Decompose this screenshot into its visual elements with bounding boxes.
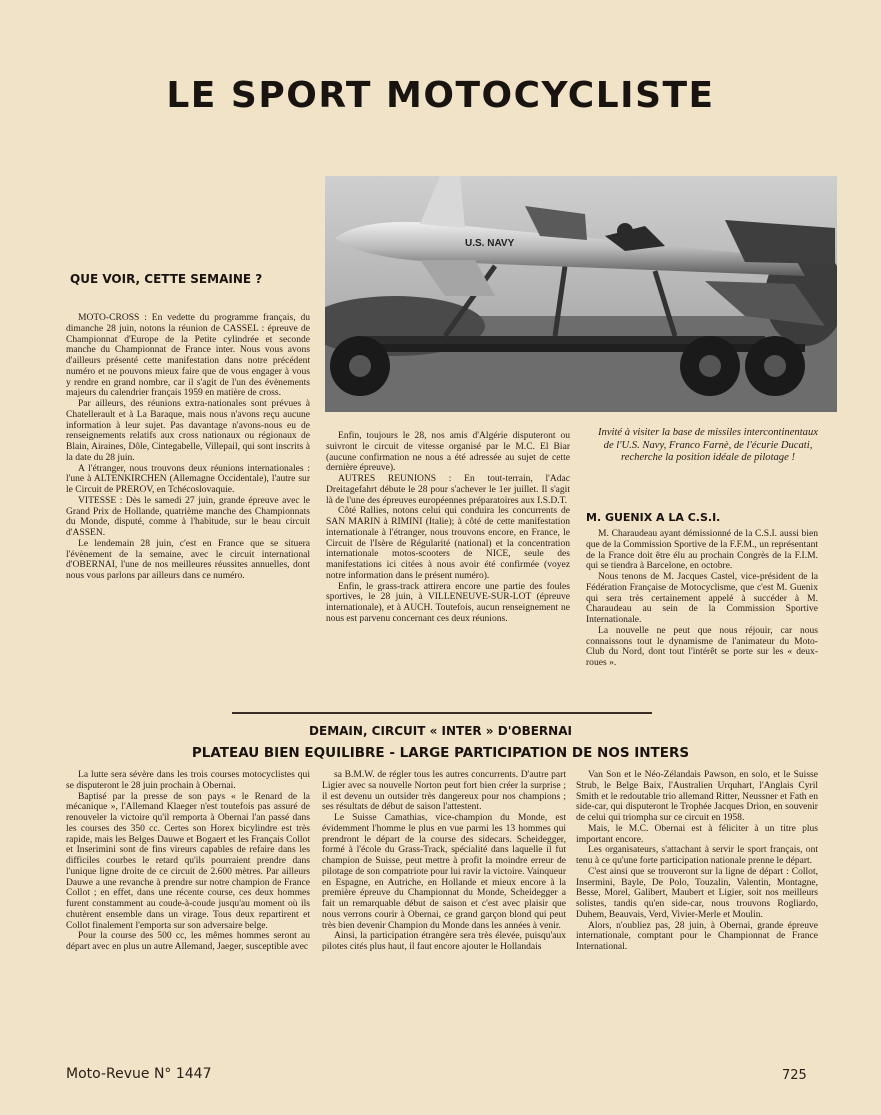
paragraph: Enfin, le grass-track attirera encore une partie des foules sportives, le 28 juin, à VILLENEUVE-SUR-LOT (épreuve internationale), et à AUCH. Toutefois, aucun renseignement ne nous est parvenu concernant ces deux réunions. xyxy=(326,580,570,624)
paragraph: Le Suisse Camathias, vice-champion du Monde, est évidemment l'homme le plus en vue parmi les 13 hommes qui prendront le départ de la course des sidecars. Scheidegger, formé à l'école du Grass-Track, spécialité dans laquelle il fut champion de Suisse, peut mettre à profit la moindre erreur de pilotage de son compatriote pour lui ravir la victoire. Vainqueur en Espagne, en Autriche, en Hollande et mieux encore à la première épreuve du Championnat du Monde, Scheidegger a fait un remarquable début de saison et c'est avec plaisir que nous verrons courir à Obernai, ce grand garçon blond qui peut très bien devenir Champion du Monde dans les années à venir. xyxy=(322,812,566,931)
paragraph: Les organisateurs, s'attachant à servir le sport français, ont tenu à ce qu'une forte participation nationale prenne le départ. xyxy=(576,844,818,866)
paragraph: Par ailleurs, des réunions extra-nationales sont prévues à Chatellerault et à La Baraque, mais nous n'avons reçu aucune information à leur sujet. Pas davantage n'avons-nous eu de renseignements relatifs aux cross nationaux ou régionaux de Blain, Airaines, Dôle, Cintegabelle, Villepail, qui sont inscrits à la date du 28 juin. xyxy=(66,398,310,463)
photo-caption: Invité à visiter la base de missiles intercontinentaux de l'U.S. Navy, Franco Farnè, de l'écurie Ducati, recherche la position idéale de pilotage ! xyxy=(598,427,818,464)
paragraph: Mais, le M.C. Obernai est à féliciter à un titre plus important encore. xyxy=(576,822,818,845)
paragraph: AUTRES REUNIONS : En tout-terrain, l'Adac Dreitagefahrt débute le 28 pour s'achever le 1er juillet. Il s'agit là de l'une des épreuves européennes préparatoires aux I.S.D.T. xyxy=(326,473,570,506)
paragraph: sa B.M.W. de régler tous les autres concurrents. D'autre part Ligier avec sa nouvelle Norton peut fort bien créer la surprise ; il est devenu un outsider très dangereux pour nos champions ; ses résultats de début de saison l'attestent. xyxy=(322,769,566,813)
paragraph: Ainsi, la participation étrangère sera très élevée, puisqu'aux pilotes cités plus haut, il faut encore ajouter le Hollandais xyxy=(322,930,566,952)
paragraph: Pour la course des 500 cc, les mêmes hommes seront au départ avec en plus un autre Allemand, Jaeger, susceptible avec xyxy=(66,930,310,952)
section2-body xyxy=(586,529,818,669)
paragraph: Baptisé par la presse de son pays « le Renard de la mécanique », l'Allemand Klaeger n'est toutefois pas assuré de renouveler la victoire qu'il remporta à Obernai l'an passé dans les courses des 350 cc. Certes son Horex bicylindre est très rapide, mais les Belges Dauwe et Bogaert et les Français Collot et Inserimini sont de fins vireurs capables de refaire dans les difficiles courbes le retard qu'ils pourraient prendre dans l'unique ligne droite de ce circuit de 2.600 mètres. Par ailleurs Dauwe a une revanche à prendre sur notre champion de France Collot ; en effet, dans une récente course, ces deux hommes furent constamment au coude-à-coude jusqu'au moment où ils chutèrent ensemble dans un virage. Tous deux repartirent et Collot finalement l'emporta sur son adversaire belge. xyxy=(66,790,310,931)
article-title: DEMAIN, CIRCUIT « INTER » D'OBERNAI xyxy=(309,724,572,738)
article-column-3 xyxy=(576,770,818,953)
page-title: LE SPORT MOTOCYCLISTE xyxy=(166,75,715,116)
divider-rule xyxy=(232,712,652,714)
paragraph: C'est ainsi que se trouveront sur la ligne de départ : Collot, Insermini, Bayle, De Polo, Touzalin, Valentin, Montagne, Besse, Morel, Galibert, Maubert et Ligier, soit nos meilleurs solistes, tandis qu'en side-car, nous trouvons Rogliardo, Duhem, Beauvais, Verd, Vivier-Merle et Moulin. xyxy=(576,865,818,920)
article-column-2 xyxy=(322,770,566,953)
paragraph: Van Son et le Néo-Zélandais Pawson, en solo, et le Suisse Strub, le Belge Baix, l'Australien Urquhart, l'Anglais Cyril Smith et le redoutable trio allemand Ritter, Neussner et Fath en side-car, qui disputeront le Trophée Jacques Drion, en souvenir de celui qui triompha sur ce circuit en 1958. xyxy=(576,769,818,823)
photo-illustration xyxy=(325,176,837,412)
paragraph: Côté Rallies, notons celui qui conduira les concurrents de SAN MARIN à RIMINI (Italie); à côté de cette manifestation internationale à l'étranger, nous trouvons encore, en France, le Circuit de l'Isère de Régularité (national) et la concentration internationale motos-scooters de NICE, seule des manifestations ici citées à nous avoir été confirmée (voyez notre information dans le présent numéro). xyxy=(326,505,570,581)
paragraph: La nouvelle ne peut que nous réjouir, car nous connaissons tout le dynamisme de l'animateur du Moto-Club du Nord, dont tout l'intérêt se porte sur les « deux-roues ». xyxy=(586,624,818,668)
section-title-que-voir: QUE VOIR, CETTE SEMAINE ? xyxy=(70,272,263,286)
photo-missile xyxy=(325,176,837,412)
paragraph: Nous tenons de M. Jacques Castel, vice-président de la Fédération Française de Motocyclisme, que c'est M. Guenix qui sera très certainement appelé à succéder à M. Charaudeau au sein de la Commission Sportive Internationale. xyxy=(586,571,818,625)
photo-marking: U.S. NAVY xyxy=(465,238,515,249)
section-title-guenix: M. GUENIX A LA C.S.I. xyxy=(586,511,721,524)
footer-page-number: 725 xyxy=(782,1068,807,1083)
paragraph: La lutte sera sévère dans les trois courses motocyclistes qui se disputeront le 28 juin prochain à Obernai. xyxy=(66,769,310,791)
article-subtitle: PLATEAU BIEN EQUILIBRE - LARGE PARTICIPATION DE NOS INTERS xyxy=(191,745,690,761)
paragraph: Le lendemain 28 juin, c'est en France que se situera l'évènement de la semaine, avec le circuit international d'OBERNAI, l'une de nos meilleures réussites annuelles, dont nous vous parlons par ailleurs dans ce numéro. xyxy=(66,537,310,581)
section1-column-2 xyxy=(326,431,570,625)
footer-publication: Moto-Revue N° 1447 xyxy=(66,1066,212,1082)
paragraph: Enfin, toujours le 28, nos amis d'Algérie disputeront ou suivront le circuit de vitesse organisé par le M.C. El Biar (aucune confirmation ne nous a été adressée au sujet de cette dernière épreuve). xyxy=(326,430,570,474)
paragraph: VITESSE : Dès le samedi 27 juin, grande épreuve avec le Grand Prix de Hollande, quatrième manche des Championnats du Monde, disputé, comme à l'habitude, sur le beau circuit d'ASSEN. xyxy=(66,494,310,538)
paragraph: A l'étranger, nous trouvons deux réunions internationales : l'une à ALTENKIRCHEN (Allemagne Occidentale), l'autre sur le Circuit de PREROV, en Tchécoslovaquie. xyxy=(66,462,310,495)
paragraph: M. Charaudeau ayant démissionné de la C.S.I. aussi bien que de la Commission Sportive de la F.F.M., un représentant de la France doit être élu au prochain Congrès de la F.I.M. qui se tiendra à Barcelone, en octobre. xyxy=(586,528,818,572)
paragraph: MOTO-CROSS : En vedette du programme français, du dimanche 28 juin, notons la réunion de CASSEL : épreuve de Championnat d'Europe de la Petite cylindrée et seconde manche du Championnat de France inter. Nous vous avons d'ailleurs présenté cette manifestation dans notre précédent numéro et ne pouvons mieux faire que de vous engager à vous y rendre en grand nombre, car il s'agit de l'un des évènements majeurs du calendrier français 1959 en matière de cross. xyxy=(66,312,310,399)
paragraph: Alors, n'oubliez pas, 28 juin, à Obernai, grande épreuve internationale, comptant pour le Championnat de France International. xyxy=(576,919,818,952)
section1-column-1 xyxy=(66,313,310,582)
article-column-1 xyxy=(66,770,310,953)
